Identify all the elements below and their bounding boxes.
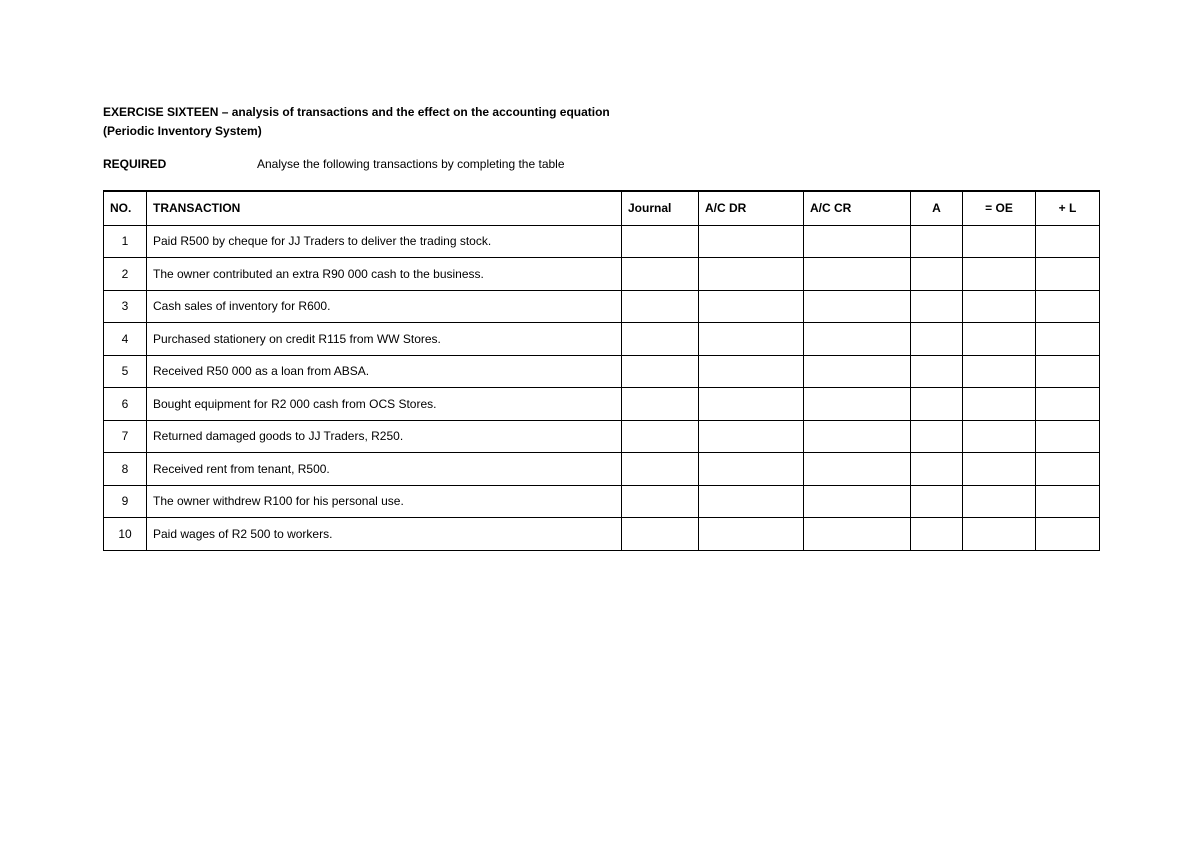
liabilities-cell[interactable] [1036,323,1100,356]
liabilities-cell[interactable] [1036,355,1100,388]
row-number: 7 [104,420,147,453]
owners-equity-cell[interactable] [963,323,1036,356]
ac-dr-cell[interactable] [699,453,804,486]
ac-cr-cell[interactable] [804,258,911,291]
journal-cell[interactable] [622,420,699,453]
row-transaction: Paid wages of R2 500 to workers. [147,518,622,551]
ac-cr-cell[interactable] [804,355,911,388]
ac-dr-cell[interactable] [699,355,804,388]
assets-cell[interactable] [911,258,963,291]
ac-dr-cell[interactable] [699,485,804,518]
table-row [104,420,1100,453]
ac-cr-cell[interactable] [804,518,911,551]
row-number: 2 [104,258,147,291]
row-transaction: Received rent from tenant, R500. [147,453,622,486]
ac-cr-cell[interactable] [804,323,911,356]
journal-cell[interactable] [622,485,699,518]
ac-cr-cell[interactable] [804,388,911,421]
table-header-row [104,191,1100,225]
row-number: 3 [104,290,147,323]
row-number: 1 [104,225,147,258]
liabilities-cell[interactable] [1036,518,1100,551]
liabilities-cell[interactable] [1036,485,1100,518]
exercise-title: EXERCISE SIXTEEN – analysis of transactions and the effect on the accounting equation [103,105,610,119]
ac-dr-cell[interactable] [699,323,804,356]
assets-cell[interactable] [911,518,963,551]
table-row [104,258,1100,291]
journal-cell[interactable] [622,258,699,291]
required-label: REQUIRED [103,157,167,171]
owners-equity-cell[interactable] [963,453,1036,486]
exercise-subtitle: (Periodic Inventory System) [103,124,262,138]
row-number: 8 [104,453,147,486]
header-no: NO. [104,191,147,225]
ac-dr-cell[interactable] [699,388,804,421]
owners-equity-cell[interactable] [963,420,1036,453]
table-row [104,518,1100,551]
table-row [104,323,1100,356]
header-liabilities: + L [1036,191,1100,225]
ac-dr-cell[interactable] [699,420,804,453]
owners-equity-cell[interactable] [963,290,1036,323]
liabilities-cell[interactable] [1036,225,1100,258]
ac-cr-cell[interactable] [804,225,911,258]
ac-dr-cell[interactable] [699,225,804,258]
assets-cell[interactable] [911,485,963,518]
ac-cr-cell[interactable] [804,453,911,486]
assets-cell[interactable] [911,323,963,356]
row-number: 5 [104,355,147,388]
ac-cr-cell[interactable] [804,290,911,323]
required-instruction: Analyse the following transactions by completing the table [257,157,565,171]
row-transaction: Returned damaged goods to JJ Traders, R250. [147,420,622,453]
ac-dr-cell[interactable] [699,258,804,291]
header-ac-cr: A/C CR [804,191,911,225]
owners-equity-cell[interactable] [963,258,1036,291]
header-transaction: TRANSACTION [147,191,622,225]
assets-cell[interactable] [911,453,963,486]
journal-cell[interactable] [622,388,699,421]
row-transaction: Paid R500 by cheque for JJ Traders to deliver the trading stock. [147,225,622,258]
owners-equity-cell[interactable] [963,485,1036,518]
table-row [104,485,1100,518]
owners-equity-cell[interactable] [963,225,1036,258]
liabilities-cell[interactable] [1036,290,1100,323]
row-number: 9 [104,485,147,518]
liabilities-cell[interactable] [1036,453,1100,486]
row-transaction: Received R50 000 as a loan from ABSA. [147,355,622,388]
table-row [104,388,1100,421]
journal-cell[interactable] [622,290,699,323]
row-transaction: Purchased stationery on credit R115 from WW Stores. [147,323,622,356]
table-row [104,225,1100,258]
table-row [104,290,1100,323]
header-ac-dr: A/C DR [699,191,804,225]
liabilities-cell[interactable] [1036,420,1100,453]
assets-cell[interactable] [911,388,963,421]
journal-cell[interactable] [622,355,699,388]
journal-cell[interactable] [622,453,699,486]
journal-cell[interactable] [622,518,699,551]
row-transaction: The owner withdrew R100 for his personal use. [147,485,622,518]
row-transaction: Cash sales of inventory for R600. [147,290,622,323]
row-transaction: Bought equipment for R2 000 cash from OCS Stores. [147,388,622,421]
ac-cr-cell[interactable] [804,420,911,453]
ac-cr-cell[interactable] [804,485,911,518]
journal-cell[interactable] [622,323,699,356]
owners-equity-cell[interactable] [963,518,1036,551]
owners-equity-cell[interactable] [963,388,1036,421]
ac-dr-cell[interactable] [699,518,804,551]
table-row [104,355,1100,388]
assets-cell[interactable] [911,225,963,258]
owners-equity-cell[interactable] [963,355,1036,388]
header-owners-equity: = OE [963,191,1036,225]
transactions-table [103,190,1100,551]
row-transaction: The owner contributed an extra R90 000 cash to the business. [147,258,622,291]
row-number: 6 [104,388,147,421]
row-number: 10 [104,518,147,551]
assets-cell[interactable] [911,420,963,453]
journal-cell[interactable] [622,225,699,258]
liabilities-cell[interactable] [1036,388,1100,421]
ac-dr-cell[interactable] [699,290,804,323]
liabilities-cell[interactable] [1036,258,1100,291]
table-row [104,453,1100,486]
header-assets: A [911,191,963,225]
assets-cell[interactable] [911,355,963,388]
assets-cell[interactable] [911,290,963,323]
header-journal: Journal [622,191,699,225]
row-number: 4 [104,323,147,356]
